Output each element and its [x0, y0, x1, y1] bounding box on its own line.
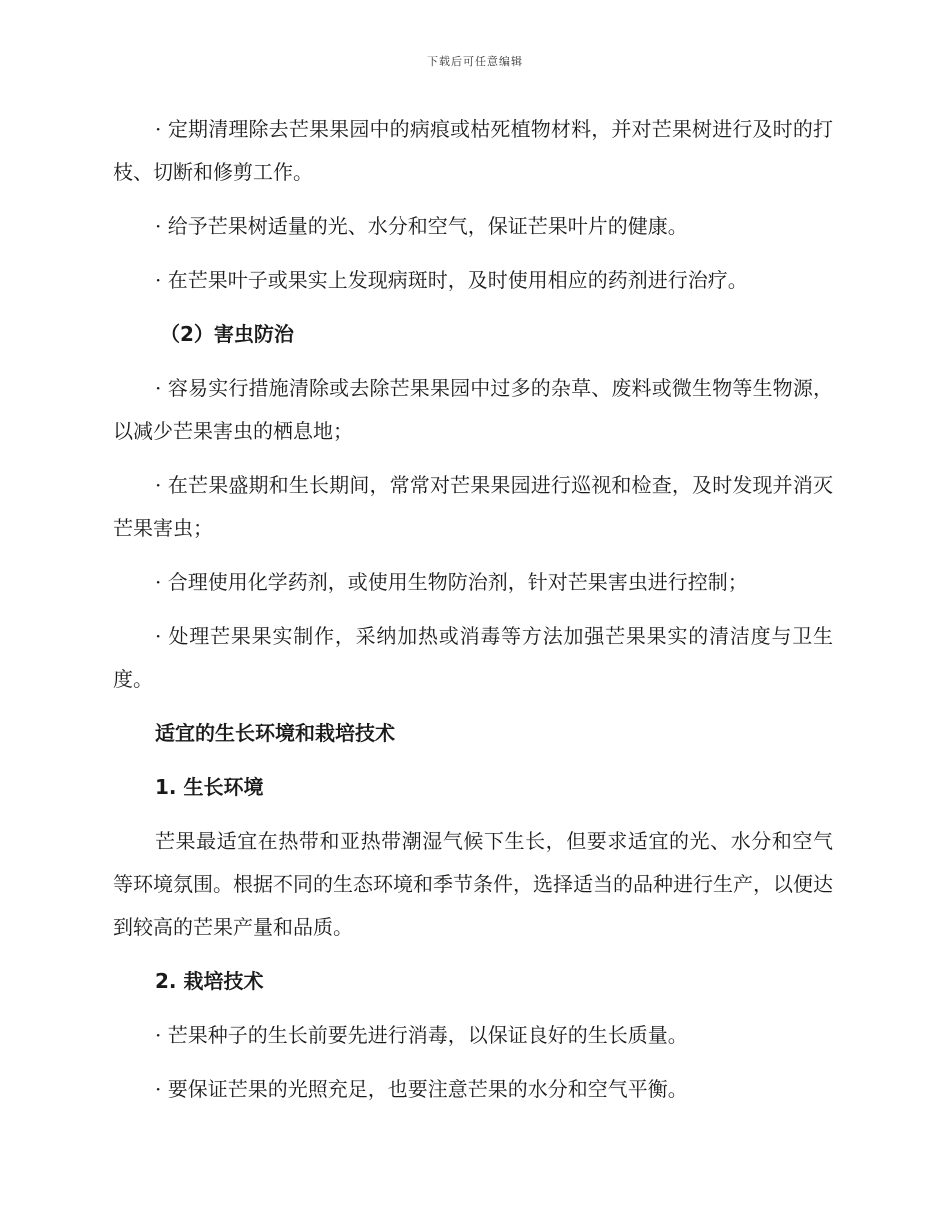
paragraph-pest-inspect: · 在芒果盛期和生长期间，常常对芒果果园进行巡视和检查，及时发现并消灭芒果害虫； — [113, 473, 833, 540]
paragraph-pest-chemical: · 合理使用化学药剂，或使用生物防治剂，针对芒果害虫进行控制； — [155, 570, 748, 594]
paragraph-disease-clean: · 定期清理除去芒果果园中的病痕或枯死植物材料，并对芒果树进行及时的打枝、切断和修剪工作。 — [113, 117, 833, 184]
paragraph-pest-clear: · 容易实行措施清除或去除芒果果园中过多的杂草、废料或微生物等生物源，以减少芒果害虫的栖息地； — [113, 376, 833, 443]
page-header: 下载后可任意编辑 — [427, 55, 523, 68]
paragraph-cultivation-light: · 要保证芒果的光照充足，也要注意芒果的水分和空气平衡。 — [155, 1077, 688, 1101]
paragraph-cultivation-seed: · 芒果种子的生长前要先进行消毒，以保证良好的生长质量。 — [155, 1023, 688, 1047]
paragraph-disease-treat: · 在芒果叶子或果实上发现病斑时，及时使用相应的药剂进行治疗。 — [155, 268, 748, 292]
paragraph-disease-light: · 给予芒果树适量的光、水分和空气，保证芒果叶片的健康。 — [155, 214, 688, 238]
heading-environment: 1. 生长环境 — [155, 775, 264, 799]
heading-pest-control: （2）害虫防治 — [160, 322, 294, 346]
paragraph-environment: 芒果最适宜在热带和亚热带潮湿气候下生长，但要求适宜的光、水分和空气等环境氛围。根据不同的生态环境和季节条件，选择适当的品种进行生产，以便达到较高的芒果产量和品质。 — [113, 829, 833, 939]
document-body — [113, 108, 833, 1122]
heading-growth-section: 适宜的生长环境和栽培技术 — [155, 721, 395, 745]
heading-cultivation: 2. 栽培技术 — [155, 969, 264, 993]
paragraph-pest-fruit: · 处理芒果果实制作，采纳加热或消毒等方法加强芒果果实的清洁度与卫生度。 — [113, 624, 833, 691]
